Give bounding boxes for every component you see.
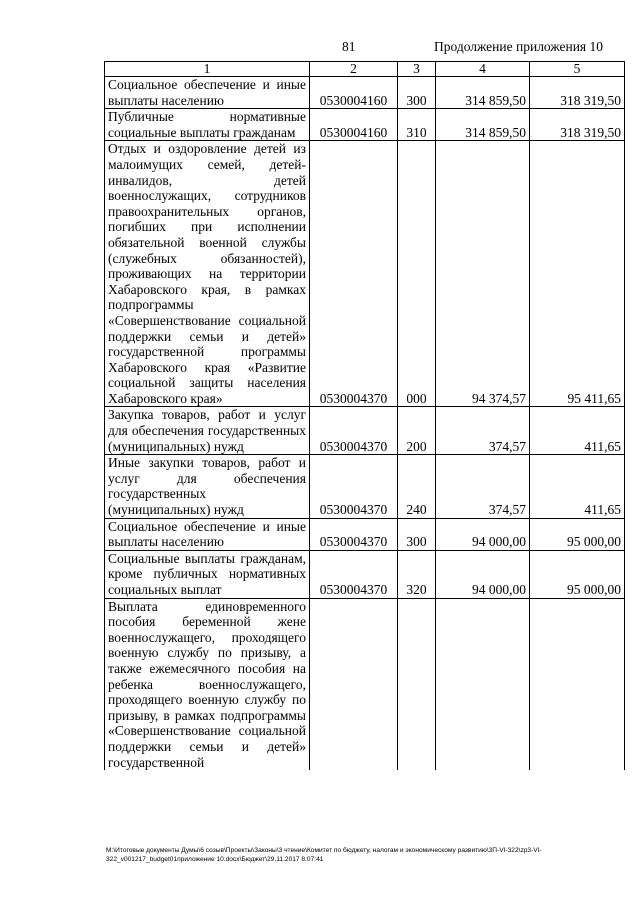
row-value-col4: 94 374,57 (436, 141, 530, 407)
column-header: 3 (398, 62, 436, 77)
row-value-col5: 95 411,65 (530, 141, 625, 407)
row-value-col5: 411,65 (530, 455, 625, 518)
row-value-col4: 94 000,00 (436, 518, 530, 550)
row-value-col5: 318 319,50 (530, 77, 625, 109)
budget-table (104, 61, 625, 770)
row-code: 0530004370 (310, 550, 398, 598)
row-vr: 200 (398, 407, 436, 455)
page-header (0, 39, 640, 57)
file-path-footer: M:\Итоговые документы Думы\6 созыв\Проекты\Законы\3 чтение\Комитет по бюджету, налогам и экономическому развитию\3П-VI-322\zp3-VI-322_v001217_budget01приложение 10.docx\Бюджет\29.11.2017 8:07:41 (106, 847, 542, 863)
table-row (105, 455, 625, 518)
row-code: 0530004370 (310, 141, 398, 407)
row-value-col4: 314 859,50 (436, 77, 530, 109)
row-vr: 000 (398, 141, 436, 407)
row-value-col5 (530, 598, 625, 770)
table-row (105, 407, 625, 455)
column-header: 4 (436, 62, 530, 77)
row-value-col5: 95 000,00 (530, 518, 625, 550)
row-code: 0530004160 (310, 109, 398, 141)
table-row (105, 77, 625, 109)
table-header-row (105, 62, 625, 77)
table-row (105, 141, 625, 407)
column-header: 2 (310, 62, 398, 77)
row-vr: 320 (398, 550, 436, 598)
column-header: 5 (530, 62, 625, 77)
row-name: Иные закупки товаров, работ и услуг для обеспечения государственных (муниципальных) нужд (105, 455, 310, 518)
row-name: Социальное обеспечение и иные выплаты населению (105, 518, 310, 550)
table-row (105, 598, 625, 770)
row-value-col5: 318 319,50 (530, 109, 625, 141)
row-code (310, 598, 398, 770)
row-name: Отдых и оздоровление детей из малоимущих семей, детей-инвалидов, детей военнослужащих, сотрудников правоохранительных органов, погибших при исполнении обязательной военной службы (служебных обязанностей), проживающих на территории Хабаровского края, в рамках подпрограммы «Совершенствование социальной поддержки семьи и детей» государственной программы Хабаровского края «Развитие социальной защиты населения Хабаровского края» (105, 141, 310, 407)
row-code: 0530004160 (310, 77, 398, 109)
row-vr: 310 (398, 109, 436, 141)
row-value-col5: 411,65 (530, 407, 625, 455)
row-name: Социальные выплаты гражданам, кроме публичных нормативных социальных выплат (105, 550, 310, 598)
table-row (105, 550, 625, 598)
row-value-col4: 374,57 (436, 407, 530, 455)
row-value-col4: 314 859,50 (436, 109, 530, 141)
row-vr: 240 (398, 455, 436, 518)
continuation-label: Продолжение приложения 10 (434, 39, 604, 54)
row-name: Закупка товаров, работ и услуг для обеспечения государственных (муниципальных) нужд (105, 407, 310, 455)
row-value-col5: 95 000,00 (530, 550, 625, 598)
column-header: 1 (105, 62, 310, 77)
row-value-col4 (436, 598, 530, 770)
row-vr: 300 (398, 518, 436, 550)
table-row (105, 109, 625, 141)
row-value-col4: 374,57 (436, 455, 530, 518)
row-code: 0530004370 (310, 518, 398, 550)
row-name: Выплата единовременного пособия беременной жене военнослужащего, проходящего военную службу по призыву, а также ежемесячного пособия на ребенка военнослужащего, проходящего военную службу по призыву, в рамках подпрограммы «Совершенствование социальной поддержки семьи и детей» государственной (105, 598, 310, 770)
row-vr: 300 (398, 77, 436, 109)
table-row (105, 518, 625, 550)
row-code: 0530004370 (310, 407, 398, 455)
row-code: 0530004370 (310, 455, 398, 518)
row-name: Социальное обеспечение и иные выплаты населению (105, 77, 310, 109)
row-vr (398, 598, 436, 770)
page-number: 81 (342, 39, 356, 54)
row-value-col4: 94 000,00 (436, 550, 530, 598)
row-name: Публичные нормативные социальные выплаты гражданам (105, 109, 310, 141)
